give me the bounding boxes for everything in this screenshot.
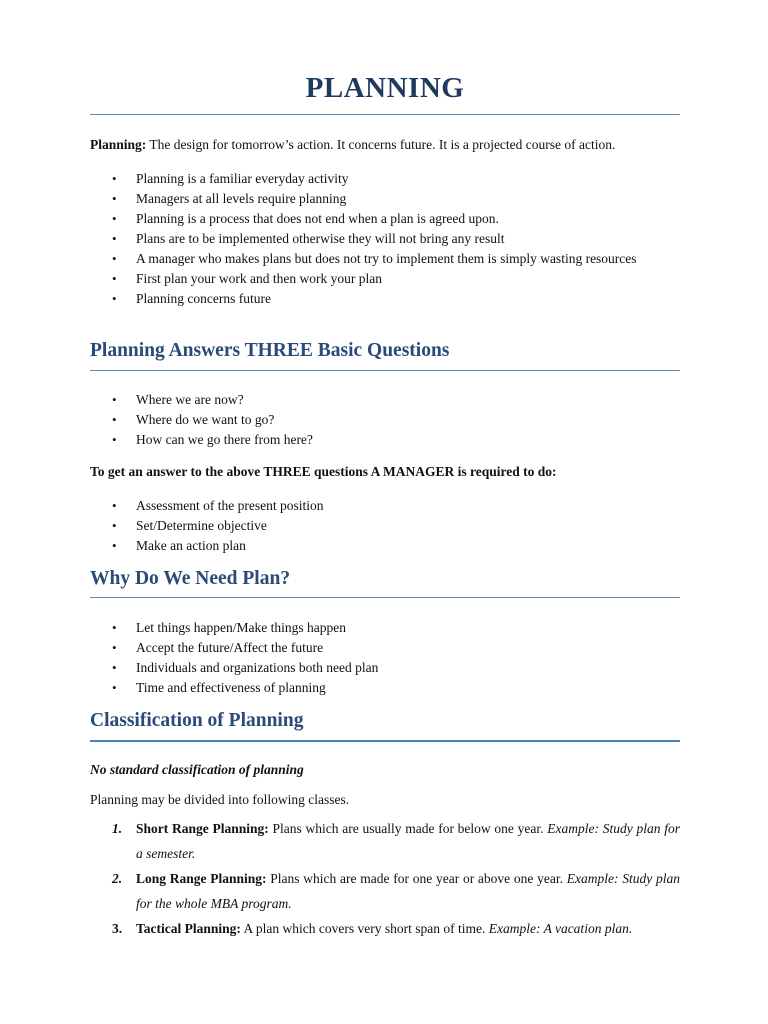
list-item: 3. Tactical Planning: A plan which covers very short span of time. Example: A vacation plan. [90,916,680,941]
list-item: • First plan your work and then work your plan [112,271,382,286]
classification-intro: Planning may be divided into following classes. [90,792,350,807]
bullet-icon: • [112,211,117,226]
bullet-icon: • [112,498,117,513]
bullet-icon: • [112,392,117,407]
section-rule [90,597,680,598]
bullet-icon: • [112,191,117,206]
list-item: • Let things happen/Make things happen [112,620,346,635]
page-title: PLANNING [305,72,465,104]
bullet-icon: • [112,251,117,266]
section-rule [90,370,680,371]
item-term: Short Range Planning: [136,821,269,836]
item-number: 2. [112,871,123,886]
classification-list [90,816,680,941]
item-example: Example: A vacation plan. [488,921,633,936]
questions-bullet-list [90,390,680,450]
item-number: 3. [112,921,123,936]
bullet-icon: • [112,291,117,306]
bullet-icon: • [112,412,117,427]
list-item: • A manager who makes plans but does not try to implement them is simply wasting resources [112,251,637,266]
list-item: • Accept the future/Affect the future [112,640,324,655]
list-item: • Managers at all levels require planning [112,191,347,206]
list-item: • Planning concerns future [112,291,271,306]
bullet-icon: • [112,271,117,286]
item-term: Tactical Planning: [136,921,241,936]
item-example: Example: Study plan for a semester. [136,821,680,861]
list-item: 2. Long Range Planning: Plans which are made for one year or above one year. Example: Study plan for the whole MBA program. [90,866,680,916]
section-heading-questions: Planning Answers THREE Basic Questions [90,340,450,361]
bullet-icon: • [112,171,117,186]
intro-text: The design for tomorrow’s action. It concerns future. It is a projected course of action. [146,137,616,152]
bullet-icon: • [112,660,117,675]
list-item: • Planning is a process that does not end when a plan is agreed upon. [112,211,499,226]
bullet-icon: • [112,231,117,246]
list-item: • Assessment of the present position [112,498,324,513]
item-number: 1. [112,821,123,836]
manager-statement: To get an answer to the above THREE questions A MANAGER is required to do: [90,464,557,479]
list-item: • How can we go there from here? [112,432,313,447]
bullet-icon: • [112,680,117,695]
list-item: • Individuals and organizations both need plan [112,660,379,675]
bullet-icon: • [112,640,117,655]
section-heading-why: Why Do We Need Plan? [90,568,291,589]
intro-bullet-list [90,169,680,309]
why-bullet-list [90,618,680,698]
bullet-icon: • [112,620,117,635]
list-item: 1. Short Range Planning: Plans which are usually made for below one year. Example: Study plan for a semester. [90,816,680,866]
list-item: • Where do we want to go? [112,412,275,427]
list-item: • Set/Determine objective [112,518,267,533]
list-item: • Planning is a familiar everyday activity [112,171,349,186]
item-example: Example: Study plan for the whole MBA program. [136,871,680,911]
intro-paragraph [90,136,680,154]
bullet-icon: • [112,432,117,447]
list-item: • Time and effectiveness of planning [112,680,326,695]
manager-bullet-list [90,496,680,556]
section-rule [90,740,680,742]
bullet-icon: • [112,518,117,533]
section-heading-classification: Classification of Planning [90,710,304,731]
bullet-icon: • [112,538,117,553]
list-item: • Make an action plan [112,538,246,553]
list-item: • Where we are now? [112,392,244,407]
intro-label: Planning: [90,137,147,152]
item-term: Long Range Planning: [136,871,267,886]
title-rule [90,114,680,115]
list-item: • Plans are to be implemented otherwise they will not bring any result [112,231,505,246]
classification-subheading: No standard classification of planning [90,762,304,777]
